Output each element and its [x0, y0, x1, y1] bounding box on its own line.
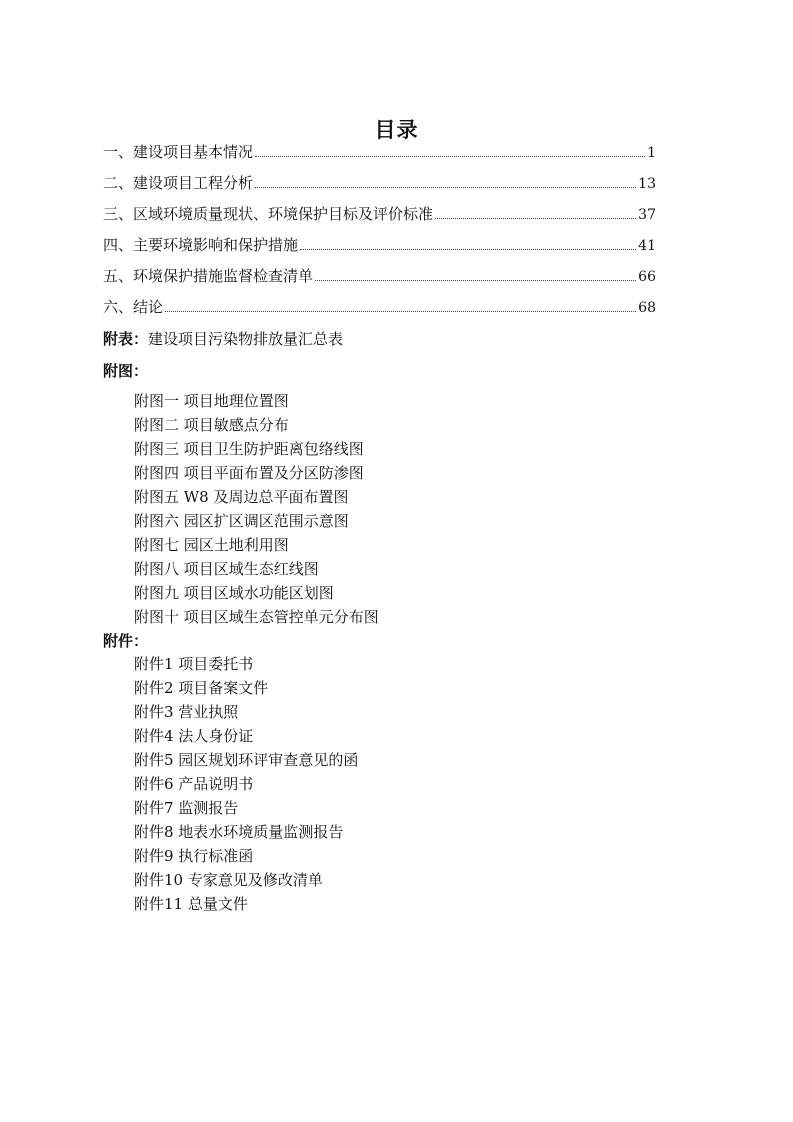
figure-item: 附图六 园区扩区调区范围示意图 — [134, 512, 349, 530]
attachments-heading: 附件： — [103, 632, 149, 650]
attachments-section — [103, 630, 148, 651]
toc-entry-page: 41 — [638, 238, 656, 254]
figure-item: 附图九 项目区域水功能区划图 — [134, 584, 334, 602]
attachment-item: 附件5 园区规划环评审查意见的函 — [134, 751, 359, 769]
toc-leader-dots — [165, 310, 636, 312]
schedule-heading: 附表： — [103, 330, 149, 348]
toc-entry[interactable] — [103, 234, 656, 265]
figure-item: 附图八 项目区域生态红线图 — [134, 560, 319, 578]
figure-item: 附图一 项目地理位置图 — [134, 392, 289, 410]
figure-item: 附图三 项目卫生防护距离包络线图 — [134, 440, 364, 458]
table-of-contents — [103, 141, 656, 327]
figure-item: 附图四 项目平面布置及分区防渗图 — [134, 464, 364, 482]
toc-leader-dots — [300, 248, 636, 250]
toc-entry-label: 二、建设项目工程分析 — [103, 174, 254, 192]
attachment-item: 附件8 地表水环境质量监测报告 — [134, 823, 344, 841]
toc-leader-dots — [435, 217, 636, 219]
toc-entry[interactable] — [103, 296, 656, 327]
toc-entry[interactable] — [103, 141, 656, 172]
toc-leader-dots — [255, 155, 645, 157]
toc-entry[interactable] — [103, 172, 656, 203]
figure-item: 附图七 园区土地利用图 — [134, 536, 289, 554]
page-title: 目录 — [374, 117, 419, 142]
toc-entry-page: 66 — [638, 269, 656, 285]
attachment-item: 附件6 产品说明书 — [134, 775, 254, 793]
figures-list — [134, 390, 379, 630]
attachment-item: 附件4 法人身份证 — [134, 727, 254, 745]
figure-item: 附图十 项目区域生态管控单元分布图 — [134, 608, 379, 626]
toc-entry-label: 一、建设项目基本情况 — [103, 143, 254, 161]
attachment-item: 附件11 总量文件 — [134, 895, 248, 913]
figure-item: 附图五 W8 及周边总平面布置图 — [134, 488, 349, 506]
attachment-item: 附件1 项目委托书 — [134, 655, 254, 673]
toc-entry[interactable] — [103, 203, 656, 234]
figures-section — [103, 360, 148, 381]
toc-entry-label: 三、区域环境质量现状、环境保护目标及评价标准 — [103, 205, 434, 223]
toc-entry-page: 68 — [638, 300, 656, 316]
toc-leader-dots — [315, 279, 636, 281]
attachments-list — [134, 653, 358, 917]
attachment-item: 附件7 监测报告 — [134, 799, 239, 817]
toc-entry-label: 五、环境保护措施监督检查清单 — [103, 267, 314, 285]
figures-heading: 附图： — [103, 362, 149, 380]
toc-leader-dots — [255, 186, 636, 188]
schedule-section — [103, 328, 343, 349]
attachment-item: 附件9 执行标准函 — [134, 847, 254, 865]
attachment-item: 附件2 项目备案文件 — [134, 679, 269, 697]
schedule-text: 建设项目污染物排放量汇总表 — [148, 330, 344, 348]
figure-item: 附图二 项目敏感点分布 — [134, 416, 289, 434]
toc-entry-label: 四、主要环境影响和保护措施 — [103, 236, 299, 254]
attachment-item: 附件3 营业执照 — [134, 703, 239, 721]
toc-entry[interactable] — [103, 265, 656, 296]
toc-entry-page: 1 — [647, 145, 656, 161]
attachment-item: 附件10 专家意见及修改清单 — [134, 871, 323, 889]
toc-entry-page: 37 — [638, 207, 656, 223]
toc-entry-label: 六、结论 — [103, 298, 164, 316]
toc-entry-page: 13 — [638, 176, 656, 192]
